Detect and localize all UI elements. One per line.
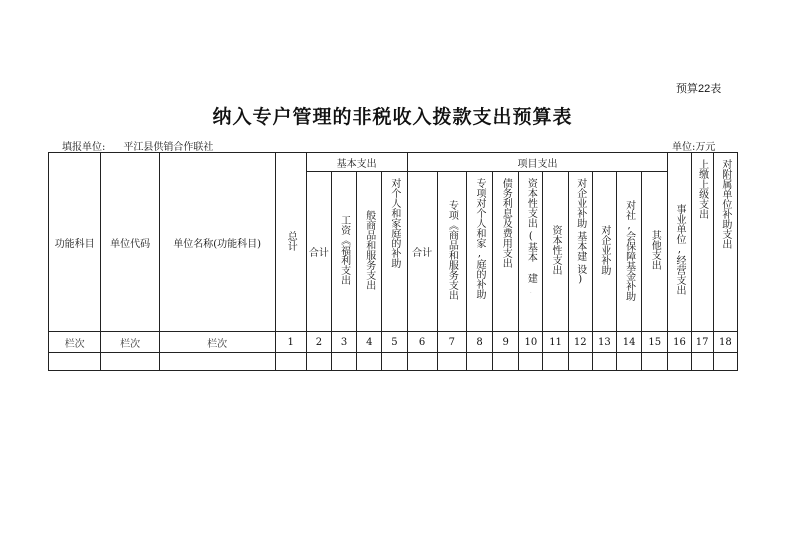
index-row xyxy=(49,332,738,353)
col-special-family: 专项对个人和家,庭的补助 xyxy=(466,172,492,332)
data-cell xyxy=(275,353,306,371)
col-project-sum: 合计 xyxy=(407,172,437,332)
filing-unit xyxy=(62,138,213,153)
data-cell xyxy=(519,353,543,371)
col-capital: 资本性支出 xyxy=(543,172,568,332)
index-number: 12 xyxy=(568,332,592,353)
data-cell xyxy=(332,353,357,371)
col-enterprise-basic: 对企业补助 基本建 设) xyxy=(568,172,592,332)
index-number: 18 xyxy=(713,332,737,353)
data-cell xyxy=(568,353,592,371)
col-func-subject: 功能科目 xyxy=(49,153,101,332)
col-total: 总计 xyxy=(275,153,306,332)
index-cell: 栏次 xyxy=(159,332,275,353)
index-number: 16 xyxy=(668,332,691,353)
data-cell xyxy=(592,353,616,371)
col-other: 其他支出 xyxy=(642,172,668,332)
index-number: 3 xyxy=(332,332,357,353)
table-row xyxy=(49,353,738,371)
group-project: 项目支出 xyxy=(407,153,668,172)
data-cell xyxy=(437,353,466,371)
col-debt-interest: 债务利息及费用支出 xyxy=(493,172,519,332)
col-social-security: 对社,会保障基金补助 xyxy=(616,172,641,332)
page-title: 纳入专户管理的非税收入拨款支出预算表 xyxy=(212,106,573,128)
col-subsidiary: 对附属单位补助支出 xyxy=(713,153,737,332)
col-basic-sum: 合计 xyxy=(306,172,331,332)
col-special-goods: 专项《商品和服务支出 xyxy=(437,172,466,332)
data-cell xyxy=(713,353,737,371)
index-number: 10 xyxy=(519,332,543,353)
col-wages: 工资《福利支出 xyxy=(332,172,357,332)
col-capital-basic: 资本性支出 (基本 建 . xyxy=(519,172,543,332)
col-goods-services: 般商品和服务支出 xyxy=(357,172,382,332)
budget-table xyxy=(48,152,738,371)
index-number: 17 xyxy=(691,332,713,353)
index-number: 9 xyxy=(493,332,519,353)
currency-unit-label: 单位: xyxy=(672,142,696,153)
index-cell: 栏次 xyxy=(49,332,101,353)
index-number: 11 xyxy=(543,332,568,353)
index-number: 5 xyxy=(382,332,407,353)
index-number: 2 xyxy=(306,332,331,353)
data-cell xyxy=(543,353,568,371)
index-number: 4 xyxy=(357,332,382,353)
index-number: 13 xyxy=(592,332,616,353)
index-number: 8 xyxy=(466,332,492,353)
col-public-unit: 事业单位,经营支出 xyxy=(668,172,691,332)
currency-unit xyxy=(672,138,715,153)
col-unit-code: 单位代码 xyxy=(101,153,159,332)
index-number: 6 xyxy=(407,332,437,353)
data-cell xyxy=(616,353,641,371)
data-cell xyxy=(466,353,492,371)
index-number: 7 xyxy=(437,332,466,353)
data-cell xyxy=(49,353,101,371)
data-cell xyxy=(668,353,691,371)
col-unit-name: 单位名称(功能科目) xyxy=(159,153,275,332)
group-basic: 基本支出 xyxy=(306,153,407,172)
data-cell xyxy=(382,353,407,371)
col-enterprise: 对企业补助 xyxy=(592,172,616,332)
data-cell xyxy=(357,353,382,371)
currency-unit-value: 万元 xyxy=(695,142,716,153)
index-number: 1 xyxy=(275,332,306,353)
data-cell xyxy=(642,353,668,371)
filing-unit-value: 平江县供销合作联社 xyxy=(123,142,214,153)
data-cell xyxy=(101,353,159,371)
index-cell: 栏次 xyxy=(101,332,159,353)
data-cell xyxy=(407,353,437,371)
index-number: 14 xyxy=(616,332,641,353)
col-family-subsidy: 对个人和家庭的补助 xyxy=(382,172,407,332)
filing-unit-label: 填报单位: xyxy=(62,142,106,153)
data-cell xyxy=(493,353,519,371)
index-number: 15 xyxy=(642,332,668,353)
data-cell xyxy=(306,353,331,371)
col-upper-level: 上缴上级支出 xyxy=(691,153,713,332)
data-cell xyxy=(691,353,713,371)
data-cell xyxy=(159,353,275,371)
form-number: 预算22表 xyxy=(676,83,722,95)
